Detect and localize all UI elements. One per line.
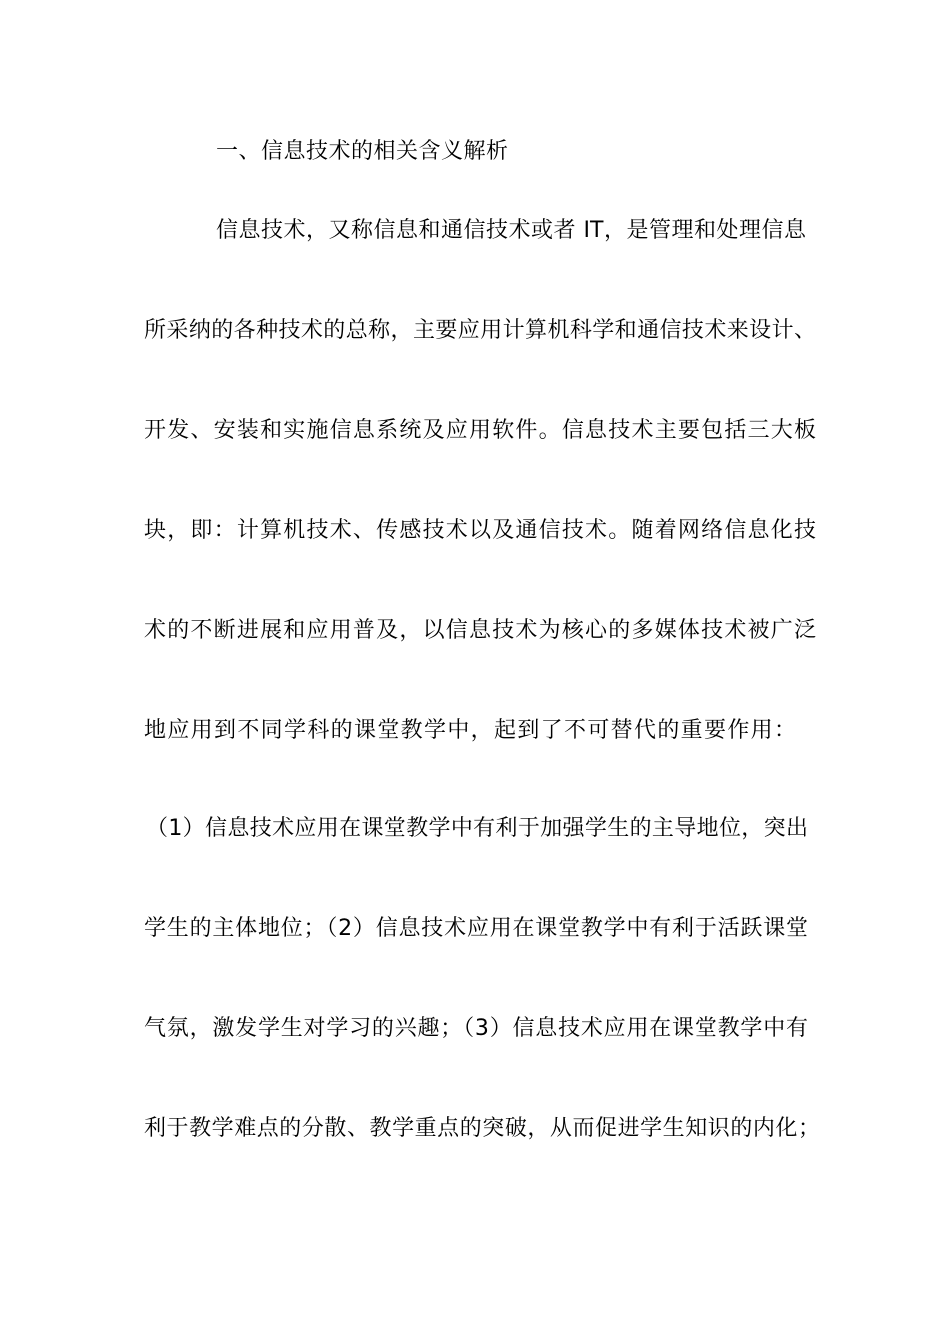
paragraph-line: 所采纳的各种技术的总称，主要应用计算机科学和通信技术来设计、: [144, 318, 816, 343]
paragraph-line: 信息技术，又称信息和通信技术或者 IT，是管理和处理信息: [216, 218, 806, 243]
paragraph-line: 利于教学难点的分散、教学重点的突破，从而促进学生知识的内化；: [144, 1116, 820, 1141]
section-heading: 一、信息技术的相关含义解析: [216, 139, 509, 164]
paragraph-line: 气氛，激发学生对学习的兴趣；（3）信息技术应用在课堂教学中有: [144, 1016, 808, 1041]
paragraph-line: 学生的主体地位；（2）信息技术应用在课堂教学中有利于活跃课堂: [144, 916, 808, 941]
paragraph-line: 块，即：计算机技术、传感技术以及通信技术。随着网络信息化技: [144, 518, 816, 543]
paragraph-line: 术的不断进展和应用普及，以信息技术为核心的多媒体技术被广泛: [144, 618, 816, 643]
paragraph-line: （1）信息技术应用在课堂教学中有利于加强学生的主导地位，突出: [146, 816, 808, 841]
paragraph-line: 开发、安装和实施信息系统及应用软件。信息技术主要包括三大板: [144, 418, 816, 443]
paragraph-line: 地应用到不同学科的课堂教学中，起到了不可替代的重要作用：: [144, 718, 796, 743]
